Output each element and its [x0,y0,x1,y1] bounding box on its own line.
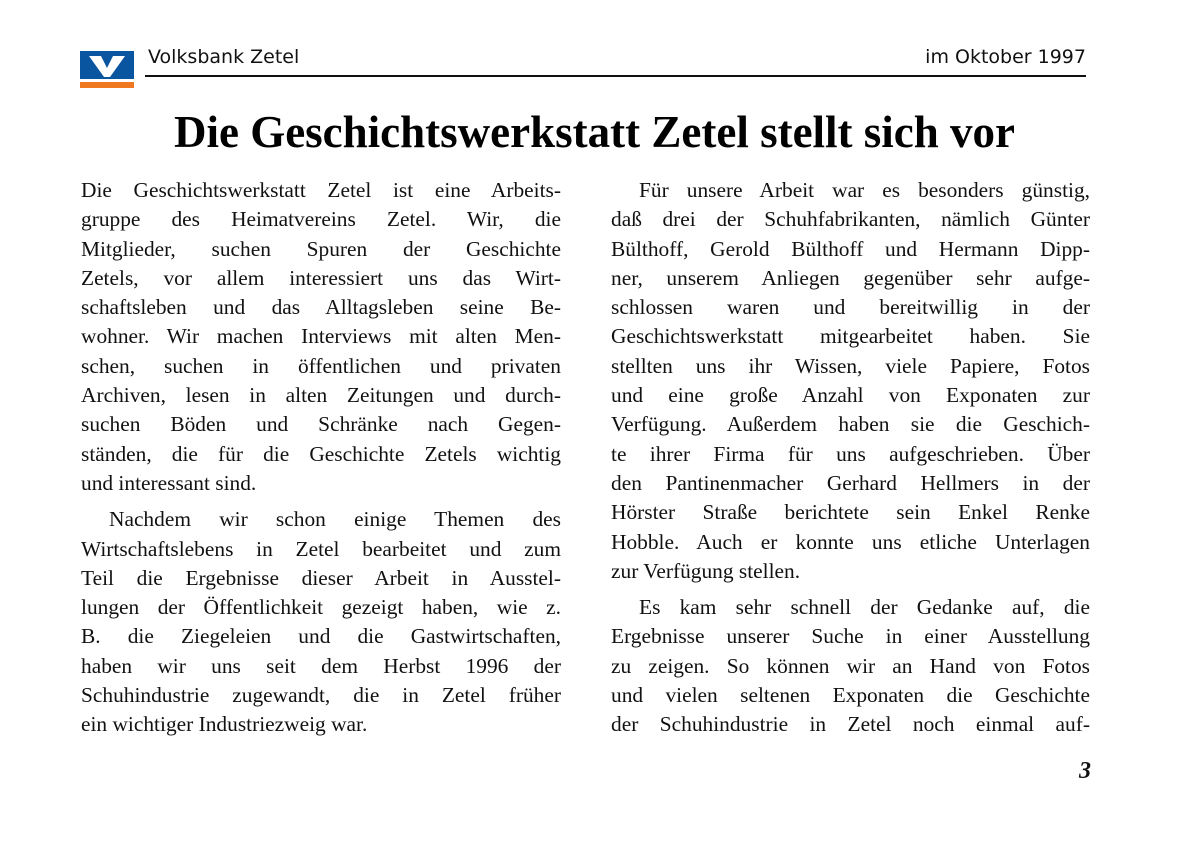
text-line: ner, unserem Anliegen gegenüber sehr aufge- [611,265,1090,290]
issue-date: im Oktober 1997 [925,46,1086,68]
text-line: Mitglieder, suchen Spuren der Geschichte [81,236,561,261]
paragraph [81,176,561,498]
text-line: Es kam sehr schnell der Gedanke auf, die [639,595,1090,620]
text-line: haben wir uns seit dem Herbst 1996 der [81,653,561,678]
text-line: den Pantinenmacher Gerhard Hellmers in der [611,470,1090,495]
right-column [611,176,1090,747]
text-line: wohner. Wir machen Interviews mit alten Men- [81,324,561,349]
text-line: und interessant sind. [81,470,257,495]
text-line: Teil die Ergebnisse dieser Arbeit in Ausstel- [81,565,561,590]
text-line: ein wichtiger Industriezweig war. [81,712,368,737]
text-line: schlossen waren und bereitwillig in der [611,295,1090,320]
text-line: Ergebnisse unserer Suche in einer Ausstellung [611,624,1090,649]
article-headline: Die Geschichtswerkstatt Zetel stellt sich vor [173,107,1016,157]
text-line: suchen Böden und Schränke nach Gegen- [81,412,561,437]
text-line: zu zeigen. So können wir an Hand von Fotos [611,653,1090,678]
text-line: B. die Ziegeleien und die Gastwirtschaften, [81,624,561,649]
text-line: und eine große Anzahl von Exponaten zur [611,383,1090,408]
text-line: Archiven, lesen in alten Zeitungen und durch- [81,383,561,408]
text-line: Hörster Straße berichtete sein Enkel Renke [611,500,1090,525]
text-line: lungen der Öffentlichkeit gezeigt haben, wie z. [81,595,561,620]
text-line: Geschichtswerkstatt mitgearbeitet haben. Sie [611,324,1090,349]
text-line: stellten uns ihr Wissen, viele Papiere, Fotos [611,353,1090,378]
text-line: schaftsleben und das Alltagsleben seine Be- [81,295,561,320]
page-number: 3 [1079,758,1091,784]
volksbank-logo [80,51,134,89]
text-line: ständen, die für die Geschichte Zetels wichtig [81,441,561,466]
text-line: te ihrer Firma für uns aufgeschrieben. Über [611,441,1090,466]
text-line: schen, suchen in öffentlichen und privaten [81,353,561,378]
paragraph [81,505,561,739]
text-line: Bülthoff, Gerold Bülthoff und Hermann Dipp- [611,236,1090,261]
paragraph [611,176,1090,586]
text-line: Hobble. Auch er konnte uns etliche Unterlagen [611,529,1090,554]
paragraph [611,593,1090,739]
text-line: Zetels, vor allem interessiert uns das Wirt- [81,265,561,290]
text-line: und vielen seltenen Exponaten die Geschichte [611,683,1090,708]
text-line: der Schuhindustrie in Zetel noch einmal auf- [611,712,1090,737]
left-column [81,176,561,747]
text-line: gruppe des Heimatvereins Zetel. Wir, die [81,207,561,232]
text-line: Die Geschichtswerkstatt Zetel ist eine Arbeits- [81,178,561,202]
text-line: Nachdem wir schon einige Themen des [109,507,561,532]
text-line: daß drei der Schuhfabrikanten, nämlich Günter [611,207,1090,232]
bank-name: Volksbank Zetel [148,46,300,68]
text-line: Schuhindustrie zugewandt, die in Zetel früher [81,683,561,708]
text-line: Verfügung. Außerdem haben sie die Geschich- [611,412,1090,437]
header-rule [145,75,1086,77]
text-line: Für unsere Arbeit war es besonders günstig, [639,178,1090,202]
text-line: Wirtschaftslebens in Zetel bearbeitet und zum [81,536,561,561]
text-line: zur Verfügung stellen. [611,558,801,583]
